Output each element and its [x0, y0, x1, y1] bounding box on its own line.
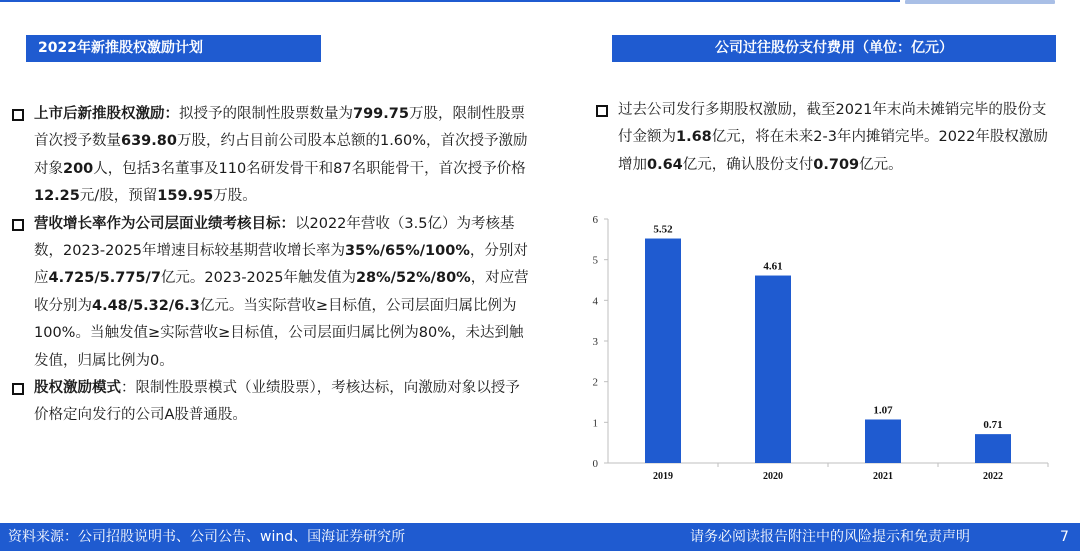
y-tick-label: 1 — [592, 417, 598, 430]
bullet-text: 万股。 — [213, 188, 257, 205]
right-section-header: 公司过往股份支付费用（单位：亿元） — [612, 35, 1056, 62]
footer-disclaimer: 请务必阅读报告附注中的风险提示和免责声明 — [690, 529, 970, 545]
checkbox-bullet-icon — [596, 105, 608, 117]
data-label: 5.52 — [653, 223, 673, 236]
bullet-item — [596, 97, 1056, 179]
checkbox-bullet-icon — [12, 219, 24, 231]
x-tick-label: 2020 — [763, 471, 783, 482]
bullet-text: 过去公司发行多期股权激励，截至2021年末尚未摊销完毕的股份支付金额为 — [618, 102, 1047, 146]
footer-source: 资料来源：公司招股说明书、公司公告、wind、国海证券研究所 — [8, 529, 406, 545]
bullet-text-bold: 股权激励模式 — [34, 380, 121, 397]
bullet-text-bold: 4.48/5.32/6.3 — [92, 297, 200, 314]
bullet-text-bold: 营收增长率作为公司层面业绩考核目标： — [34, 215, 295, 232]
data-label: 4.61 — [763, 260, 783, 273]
y-tick-label: 3 — [592, 336, 598, 348]
bullet-text: 元/股，预留 — [79, 188, 158, 205]
y-tick-label: 2 — [592, 376, 598, 389]
bullet-text: 亿元。当实际营收≥目标值，公司层面归属比例为100%。当触发值≥实际营收≥目标值，公司层面归属比例为80%，未达到触发值，归属比例为0。 — [34, 297, 524, 369]
bullet-text: ，对应营收分别为 — [34, 270, 529, 314]
bar — [865, 419, 901, 463]
bullet-text-bold: 35%/65%/100% — [345, 243, 470, 260]
top-right-logo — [905, 0, 1055, 4]
y-tick-label: 5 — [592, 254, 598, 267]
y-tick-label: 0 — [592, 458, 598, 470]
footer-bar — [0, 523, 1080, 551]
bullet-text-bold: 159.95 — [157, 188, 214, 205]
bullet-text: 亿元，将在未来2-3年内摊销完毕。2022年股权激励增加 — [618, 129, 1048, 173]
checkbox-bullet-icon — [12, 383, 24, 395]
bullet-text-bold: 639.80 — [121, 133, 177, 150]
y-tick-label: 6 — [592, 214, 598, 226]
bullet-text: ，分别对应 — [34, 243, 528, 287]
bullet-text: 万股，约占目前公司股本总额的1.60%，首次授予激励对象 — [34, 133, 528, 177]
bullet-text-bold: 28%/52%/80% — [355, 270, 471, 287]
bullet-text: 人，包括3名董事及110名研发骨干和87名职能骨干，首次授予价格 — [93, 160, 526, 177]
data-label: 1.07 — [873, 404, 893, 417]
bullet-text: 万股，限制性股票首次授予数量 — [34, 106, 525, 150]
bullet-text-bold: 上市后新推股权激励： — [34, 106, 179, 122]
bullet-item — [12, 101, 532, 211]
top-rule — [0, 0, 900, 2]
share-payment-bar-chart — [582, 205, 1052, 497]
bar — [755, 276, 791, 463]
bullet-text: 亿元。2023-2025年触发值为 — [160, 270, 356, 287]
bullet-text-bold: 1.68 — [676, 129, 712, 146]
bullet-text: ：限制性股票模式（业绩股票），考核达标，向激励对象以授予价格定向发行的公司A股普通股。 — [34, 380, 520, 424]
checkbox-bullet-icon — [12, 109, 24, 121]
bullet-item — [12, 211, 532, 375]
bar — [645, 239, 681, 463]
bullet-text-bold: 799.75 — [353, 106, 409, 122]
bullet-text-bold: 200 — [63, 160, 94, 177]
x-tick-label: 2021 — [873, 471, 893, 482]
x-tick-label: 2019 — [653, 471, 673, 482]
bullet-text-bold: 0.64 — [647, 156, 683, 173]
bullet-text: 拟授予的限制性股票数量为 — [179, 106, 353, 122]
x-tick-label: 2022 — [983, 471, 1003, 482]
bullet-text: 亿元。 — [859, 156, 903, 173]
page-number: 7 — [1060, 529, 1069, 545]
bar — [975, 434, 1011, 463]
bullet-text-bold: 12.25 — [34, 188, 80, 205]
left-section-header: 2022年新推股权激励计划 — [26, 35, 321, 62]
bullet-text: 以2022年营收（3.5亿）为考核基数，2023-2025年增速目标较基期营收增长率为 — [34, 215, 515, 260]
bullet-item — [12, 375, 532, 430]
bullet-text-bold: 4.725/5.775/7 — [48, 270, 161, 287]
bullet-text-bold: 0.709 — [813, 156, 860, 173]
y-tick-label: 4 — [592, 295, 598, 308]
data-label: 0.71 — [983, 419, 1003, 432]
left-bullet-list — [12, 101, 532, 430]
right-bullet-list — [596, 97, 1056, 179]
bullet-text: 亿元，确认股份支付 — [682, 156, 814, 173]
